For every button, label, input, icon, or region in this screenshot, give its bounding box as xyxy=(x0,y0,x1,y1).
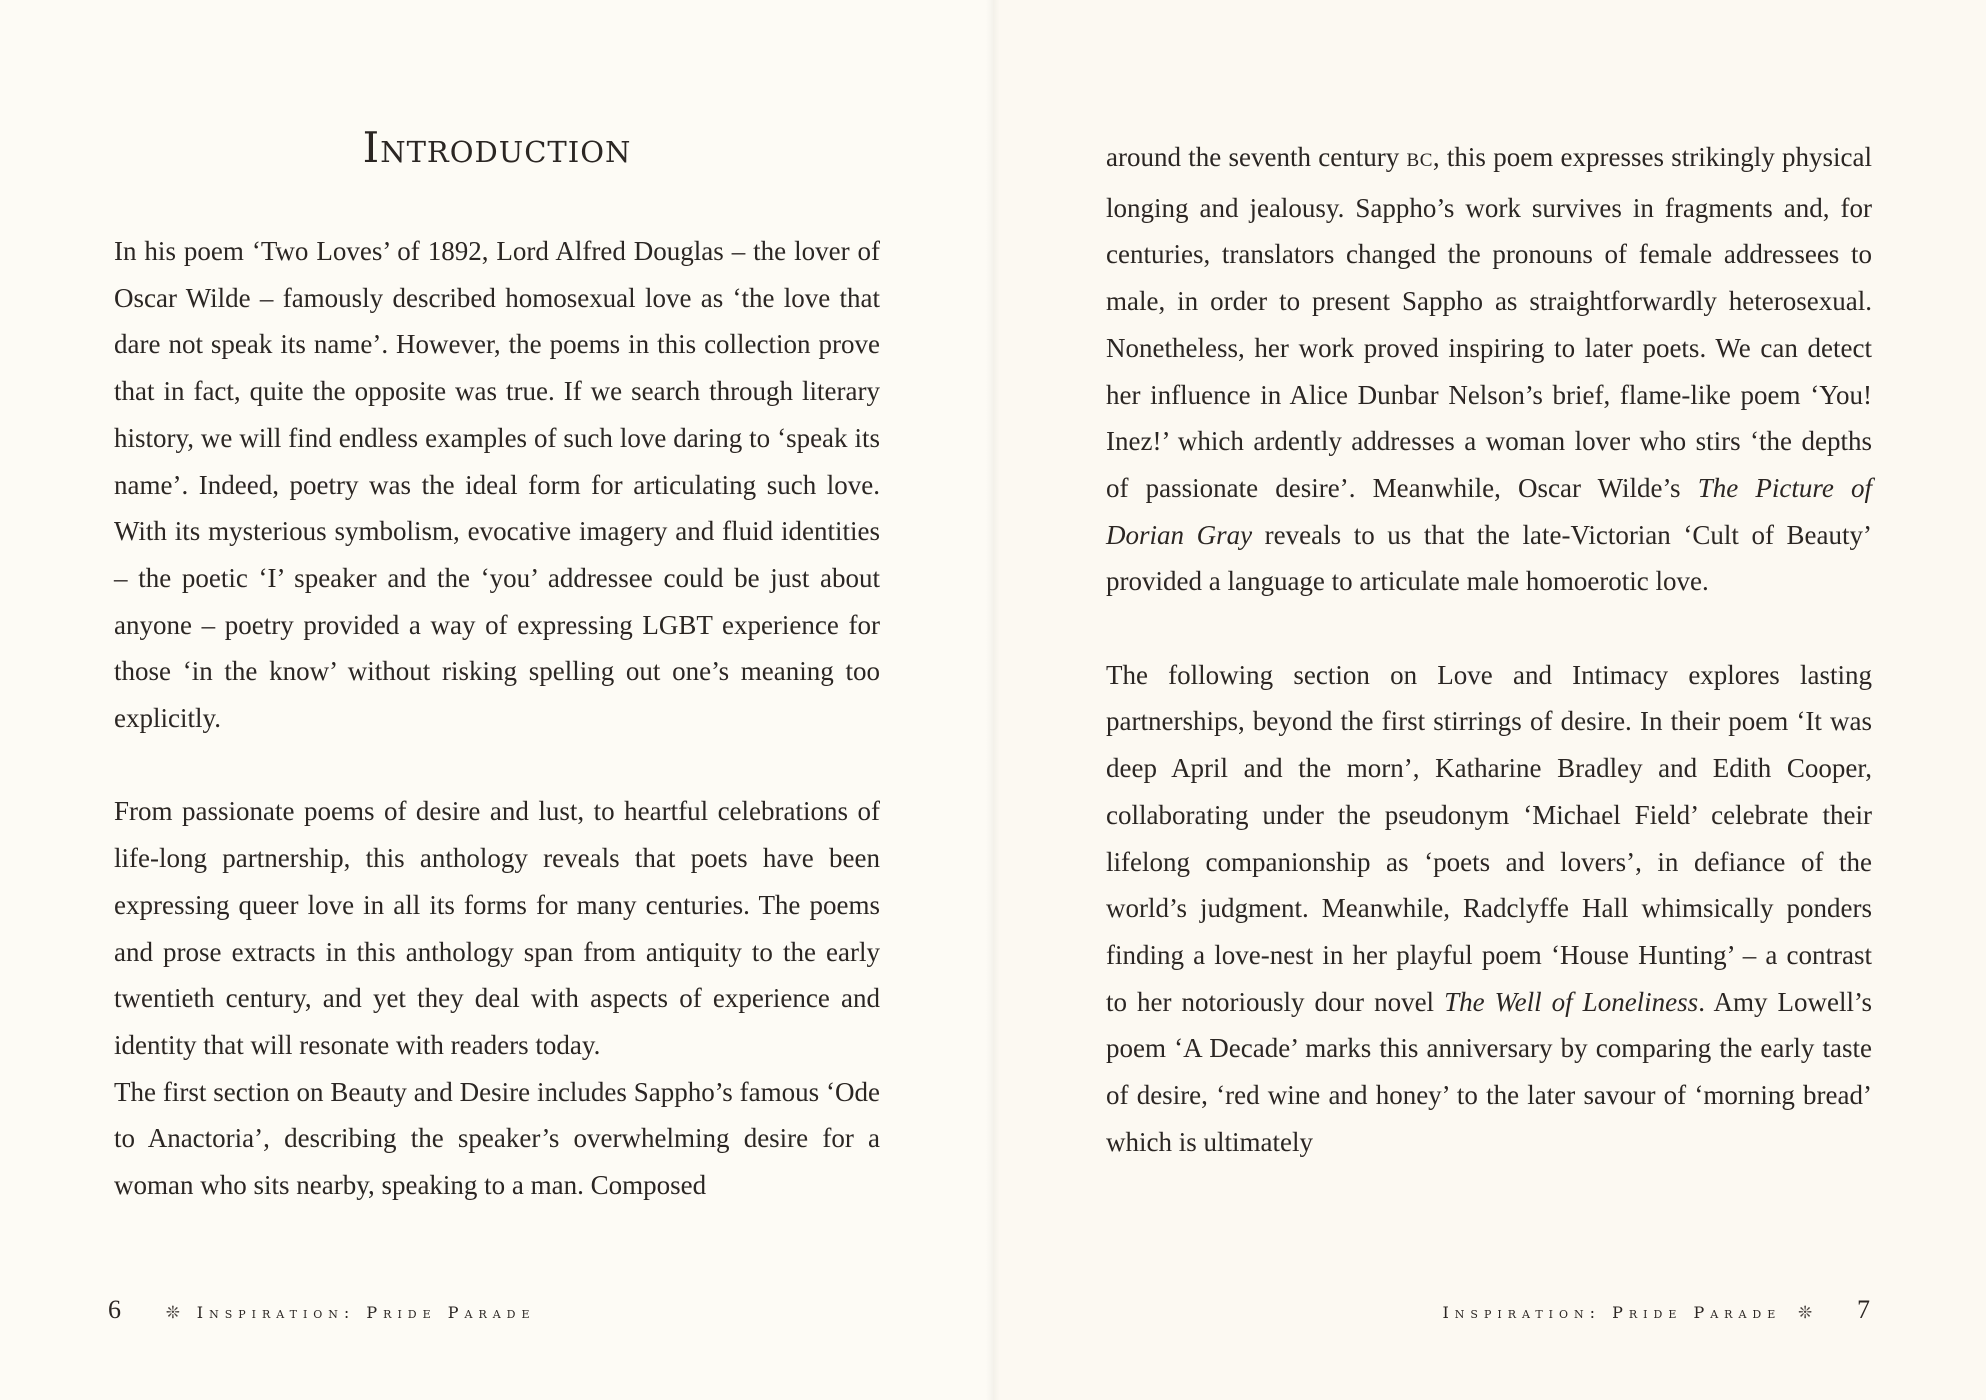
paragraph-text: The following section on Love and Intimacy explores lasting partnerships, beyond the first stirrings of desire. In their poem ‘It was deep April and the morn’, Katharine Bradley and Edith Cooper, collaborating under the pseudonym ‘Michael Field’ celebrate their lifelong companionship as ‘poets and lovers’, in defiance of the world’s judgment. Meanwhile, Radclyffe Hall whimsically ponders finding a love-nest in her playful poem ‘House Hunting’ – a contrast to her notoriously dour novel xyxy=(1106,659,1872,1017)
page-number: 6 xyxy=(108,1295,121,1324)
paragraph-text: reveals to us that the late-Victorian ‘Cult of Beauty’ provided a language to articulate male homoerotic love. xyxy=(1106,519,1872,597)
paragraph xyxy=(114,1069,880,1209)
book-gutter xyxy=(986,0,1000,1400)
paragraph-text: , this poem expresses strikingly physical longing and jealousy. Sappho’s work survives in fragments and, for centuries, translators changed the pronouns of female addressees to male, in order to present Sappho as straightforwardly heterosexual. Nonetheless, her work proved inspiring to later poets. We can detect her influence in Alice Dunbar Nelson’s brief, flame-like poem ‘You! Inez!’ which ardently addresses a woman lover who stirs ‘the depths of passionate desire’. Meanwhile, Oscar Wilde’s xyxy=(1106,142,1872,503)
paragraph xyxy=(114,788,880,1068)
flower-ornament-icon: ❊ xyxy=(165,1303,180,1323)
heading-text: Introduction xyxy=(362,123,632,172)
right-page xyxy=(993,0,1986,1400)
paragraph xyxy=(1106,134,1872,605)
running-title: Inspiration: Pride Parade xyxy=(1442,1303,1782,1322)
paragraph-text: In his poem ‘Two Loves’ of 1892, Lord Alfred Douglas – the lover of Oscar Wilde – famously described homosexual love as ‘the love that dare not speak its name’. However, the poems in this collection prove that in fact, quite the opposite was true. If we search through literary history, we will find endless examples of such love daring to ‘speak its name’. Indeed, poetry was the ideal form for articulating such love. With its mysterious symbolism, evocative imagery and fluid identities – the poetic ‘I’ speaker and the ‘you’ addressee could be just about anyone – poetry provided a way of expressing LGBT experience for those ‘in the know’ without risking spelling out one’s meaning too explicitly. xyxy=(114,236,880,734)
page-number: 7 xyxy=(1857,1295,1870,1324)
paragraph-text: . Amy Lowell’s poem ‘A Decade’ marks this anniversary by comparing the early taste of desire, ‘red wine and honey’ to the later savour of ‘morning bread’ which is ultimately xyxy=(1106,986,1872,1157)
page-heading xyxy=(114,118,880,178)
right-text-block xyxy=(1106,134,1872,1165)
paragraph xyxy=(1106,652,1872,1166)
flower-ornament-icon: ❊ xyxy=(1798,1303,1813,1323)
paragraph-text: From passionate poems of desire and lust, to heartful celebrations of life-long partnership, this anthology reveals that poets have been expressing queer love in all its forms for many centuries. The poems and prose extracts in this anthology span from antiquity to the early twentieth century, and yet they deal with aspects of experience and identity that will resonate with readers today. xyxy=(114,796,880,1060)
book-title: The Picture of Dorian Gray xyxy=(1106,472,1872,550)
paragraph-text: The first section on Beauty and Desire includes Sappho’s famous ‘Ode to Anactoria’, describing the speaker’s overwhelming desire for a woman who sits nearby, speaking to a man. Composed xyxy=(114,1076,880,1201)
page-footer xyxy=(108,1290,536,1333)
era-abbreviation: BC xyxy=(1406,150,1433,171)
left-text-block xyxy=(114,228,880,1209)
running-title: Inspiration: Pride Parade xyxy=(196,1303,536,1322)
page-footer xyxy=(1442,1290,1870,1333)
paragraph-text: around the seventh century xyxy=(1106,142,1407,172)
book-title: The Well of Loneliness xyxy=(1444,986,1699,1017)
paragraph xyxy=(114,228,880,742)
